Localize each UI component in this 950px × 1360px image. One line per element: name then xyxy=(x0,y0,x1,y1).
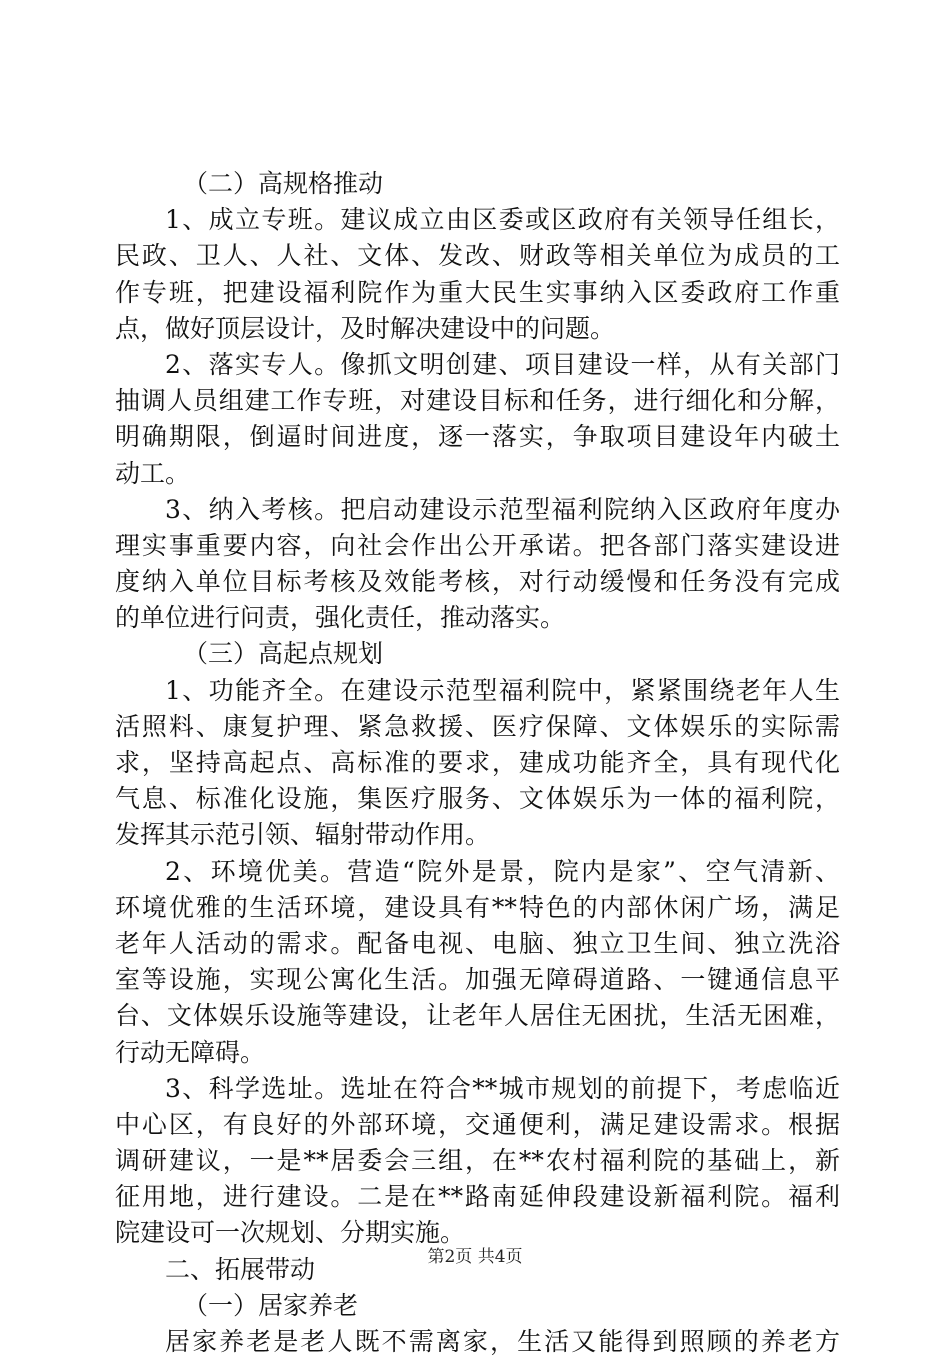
text-line: 1、成立专班。建议成立由区委或区政府有关领导任组长， xyxy=(165,205,840,235)
text-line: 抽调人员组建工作专班，对建设目标和任务，进行细化和分解， xyxy=(115,386,840,416)
text-line: 2、环境优美。营造“院外是景，院内是家”、空气清新、 xyxy=(165,856,840,886)
text-line: 作专班，把建设福利院作为重大民生实事纳入区委政府工作重 xyxy=(115,277,840,307)
text-line: 活照料、康复护理、紧急救援、医疗保障、文体娱乐的实际需 xyxy=(115,711,840,741)
text-line: 3、纳入考核。把启动建设示范型福利院纳入区政府年度办 xyxy=(165,494,840,524)
text-line: 气息、标准化设施，集医疗服务、文体娱乐为一体的福利院， xyxy=(115,784,840,814)
text-line: 二、拓展带动 xyxy=(165,1254,316,1284)
text-line: 环境优雅的生活环境，建设具有**特色的内部休闲广场，满足 xyxy=(115,892,840,922)
text-line: 征用地，进行建设。二是在**路南延伸段建设新福利院。福利 xyxy=(115,1182,840,1212)
document-body xyxy=(115,166,840,1360)
text-line: 室等设施，实现公寓化生活。加强无障碍道路、一键通信息平 xyxy=(115,965,840,995)
text-line: 居家养老是老人既不需离家，生活又能得到照顾的养老方 xyxy=(165,1327,840,1356)
text-line: 民政、卫人、人社、文体、发改、财政等相关单位为成员的工 xyxy=(115,241,840,271)
text-line: 老年人活动的需求。配备电视、电脑、独立卫生间、独立洗浴 xyxy=(115,928,840,958)
text-line: 台、文体娱乐设施等建设，让老年人居住无困扰，生活无困难， xyxy=(115,1001,840,1031)
text-line: 3、科学选址。选址在符合**城市规划的前提下，考虑临近 xyxy=(165,1073,840,1103)
text-line: 院建设可一次规划、分期实施。 xyxy=(115,1218,466,1248)
page-footer: 第2页 共4页 xyxy=(427,1247,523,1267)
text-line: （二）高规格推动 xyxy=(183,169,384,198)
text-line: 点，做好顶层设计，及时解决建设中的问题。 xyxy=(115,313,616,343)
text-line: 求，坚持高起点、高标准的要求，建成功能齐全，具有现代化 xyxy=(115,748,840,777)
text-line: 度纳入单位目标考核及效能考核，对行动缓慢和任务没有完成 xyxy=(115,567,840,597)
text-line: 发挥其示范引领、辐射带动作用。 xyxy=(115,820,491,850)
text-line: 行动无障碍。 xyxy=(115,1037,266,1067)
text-line: 动工。 xyxy=(115,458,191,488)
text-line: 中心区，有良好的外部环境，交通便利，满足建设需求。根据 xyxy=(115,1109,840,1139)
text-line: 1、功能齐全。在建设示范型福利院中，紧紧围绕老年人生 xyxy=(165,675,840,705)
text-line: 调研建议，一是**居委会三组，在**农村福利院的基础上，新 xyxy=(115,1146,840,1176)
text-line: 理实事重要内容，向社会作出公开承诺。把各部门落实建设进 xyxy=(115,530,840,560)
text-line: （三）高起点规划 xyxy=(183,639,384,669)
text-line: 明确期限，倒逼时间进度，逐一落实，争取项目建设年内破土 xyxy=(115,422,840,452)
text-line: （一）居家养老 xyxy=(183,1290,359,1320)
text-line: 2、落实专人。像抓文明创建、项目建设一样，从有关部门 xyxy=(165,349,840,379)
text-line: 的单位进行问责，强化责任，推动落实。 xyxy=(115,603,566,633)
